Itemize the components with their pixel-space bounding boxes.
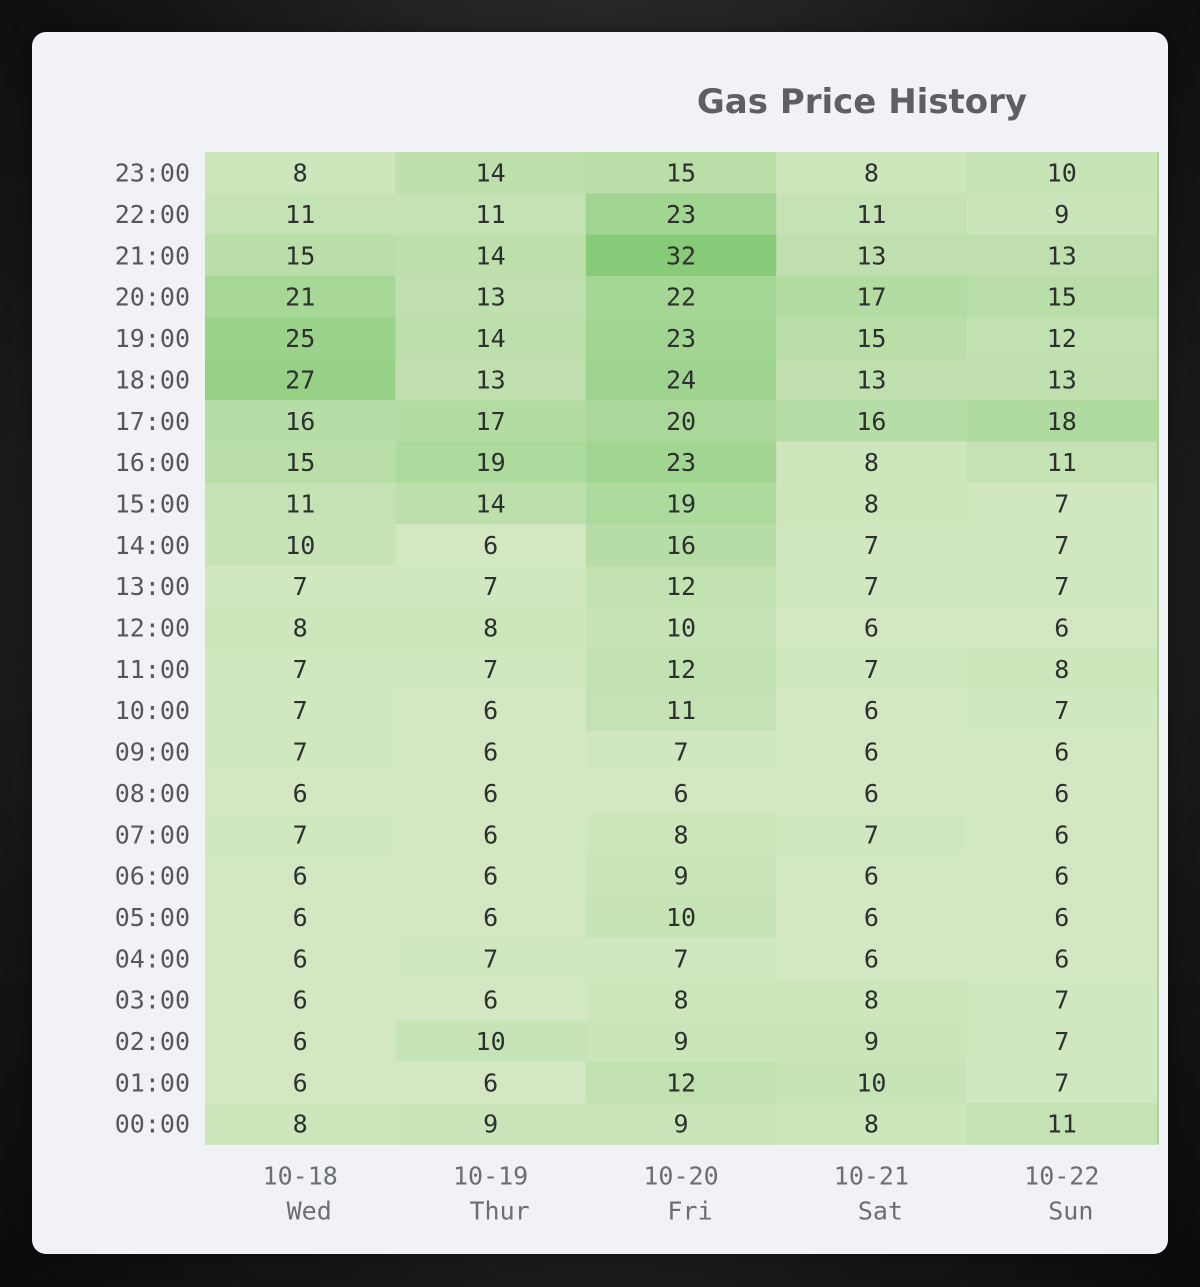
cell-value-label: 9 [483,1109,499,1139]
y-axis-tick-label: 16:00 [114,448,190,478]
x-axis-date-label: 10-20 [643,1161,719,1191]
cell-value-label: 11 [475,200,506,230]
y-axis-tick-label: 23:00 [114,158,190,188]
cell-value-label: 6 [863,902,879,932]
y-axis-tick-label: 21:00 [114,241,190,271]
cell-value-label: 6 [483,778,499,808]
cell-value-label: 25 [285,324,316,354]
cell-value-label: 9 [673,1109,689,1139]
cell-value-label: 6 [483,902,499,932]
cell-value-label: 8 [863,158,879,188]
cell-value-label: 15 [285,448,316,478]
cell-value-label: 7 [863,572,879,602]
cell-value-label: 10 [665,902,697,932]
cell-value-label: 14 [475,241,506,271]
x-axis-weekday-label: Sun [1048,1196,1094,1226]
cell-value-label: 10 [1046,158,1077,188]
y-axis-tick-label: 02:00 [114,1027,190,1057]
cell-value-label: 8 [292,613,308,643]
x-axis-weekday-label: Wed [286,1196,332,1226]
cell-value-label: 32 [665,241,697,271]
cell-value-label: 21 [285,282,316,312]
cell-value-label: 7 [1054,572,1070,602]
y-axis-tick-label: 08:00 [114,778,190,808]
cell-value-label: 8 [863,489,879,519]
cell-value-label: 13 [856,241,887,271]
cell-value-label: 23 [665,200,697,230]
cell-value-label: 8 [863,448,879,478]
cell-value-label: 22 [665,282,697,312]
cell-value-label: 6 [1054,902,1070,932]
y-axis-tick-label: 12:00 [114,613,190,643]
cell-value-label: 17 [475,406,506,436]
cell-value-label: 7 [1054,985,1070,1015]
cell-value-label: 14 [475,324,506,354]
x-axis-date-label: 10-19 [452,1161,529,1191]
cell-value-label: 7 [292,654,308,684]
cell-value-label: 7 [1054,696,1070,726]
cell-value-label: 6 [483,530,499,560]
cell-value-label: 10 [856,1068,887,1098]
cell-value-label: 7 [673,737,689,767]
cell-value-label: 20 [665,406,697,436]
cell-value-label: 7 [292,820,308,850]
cell-value-label: 9 [863,1027,879,1057]
cell-value-label: 17 [856,282,887,312]
y-axis-tick-label: 04:00 [114,944,190,974]
cell-value-label: 6 [292,1068,308,1098]
cell-value-label: 8 [483,613,499,643]
y-axis-tick-label: 01:00 [114,1068,190,1098]
cell-value-label: 11 [285,200,316,230]
y-axis-tick-label: 15:00 [114,489,190,519]
cell-value-label: 9 [673,1027,689,1057]
cell-value-label: 6 [483,696,499,726]
cell-value-label: 6 [483,985,499,1015]
cell-value-label: 6 [292,985,308,1015]
cell-value-label: 6 [863,696,879,726]
cell-value-label: 6 [863,778,879,808]
cell-value-label: 8 [292,158,308,188]
cell-value-label: 8 [1054,654,1070,684]
cell-value-label: 6 [1054,944,1070,974]
cell-value-label: 14 [475,489,506,519]
cell-value-label: 24 [665,365,697,395]
cell-value-label: 23 [665,448,697,478]
cell-value-label: 6 [863,944,879,974]
cell-value-label: 6 [1054,820,1070,850]
cell-value-label: 7 [483,654,499,684]
cell-value-label: 15 [285,241,316,271]
cell-value-label: 23 [665,324,697,354]
x-axis-weekday-label: Thur [469,1196,530,1226]
cell-value-label: 13 [475,365,506,395]
cell-value-label: 10 [475,1027,506,1057]
cell-value-label: 6 [1054,861,1070,891]
y-axis-tick-label: 10:00 [114,696,190,726]
x-axis-weekday-label: Fri [667,1196,713,1226]
cell-value-label: 16 [856,406,887,436]
cell-value-label: 6 [292,944,308,974]
cell-value-label: 7 [292,572,308,602]
cell-value-label: 7 [1054,1027,1070,1057]
cell-value-label: 6 [1054,778,1070,808]
cell-value-label: 18 [1046,406,1077,436]
cell-value-label: 6 [292,778,308,808]
cell-value-label: 11 [1046,1109,1077,1139]
y-axis-tick-label: 17:00 [114,406,190,436]
y-axis-tick-label: 03:00 [114,985,190,1015]
cell-value-label: 12 [665,572,697,602]
cell-value-label: 7 [1054,530,1070,560]
y-axis-tick-label: 06:00 [114,861,190,891]
cell-value-label: 19 [665,489,697,519]
cell-value-label: 16 [665,530,697,560]
x-axis-date-label: 10-22 [1024,1161,1100,1191]
cell-value-label: 7 [1054,489,1070,519]
cell-value-label: 7 [863,654,879,684]
cell-value-label: 7 [292,696,308,726]
cell-value-label: 6 [1054,613,1070,643]
cell-value-label: 15 [856,324,887,354]
cell-value-label: 12 [1046,324,1077,354]
cell-value-label: 6 [292,1027,308,1057]
cell-value-label: 11 [856,200,887,230]
cell-value-label: 8 [673,820,689,850]
cell-value-label: 13 [1046,365,1077,395]
cell-value-label: 6 [292,902,308,932]
cell-value-label: 7 [483,944,499,974]
y-axis-tick-label: 11:00 [114,654,190,684]
cell-value-label: 7 [483,572,499,602]
cell-value-label: 10 [665,613,697,643]
cell-value-label: 8 [292,1109,308,1139]
x-axis-date-label: 10-18 [262,1161,338,1191]
chart-card [32,32,1168,1254]
cell-value-label: 7 [863,530,879,560]
cell-value-label: 13 [1046,241,1077,271]
cell-value-label: 11 [665,696,697,726]
cell-value-label: 8 [863,985,879,1015]
y-axis-tick-label: 09:00 [114,737,190,767]
cell-value-label: 8 [863,1109,879,1139]
cell-value-label: 12 [665,1068,697,1098]
cell-value-label: 19 [475,448,506,478]
cell-value-label: 11 [285,489,316,519]
x-axis-weekday-label: Sat [857,1196,903,1226]
cell-value-label: 10 [285,530,316,560]
cell-value-label: 6 [292,861,308,891]
y-axis-tick-label: 05:00 [114,902,190,932]
y-axis-tick-label: 20:00 [114,282,190,312]
chart-title: Gas Price History [696,82,1028,122]
heatmap-chart [32,32,1168,1254]
y-axis-tick-label: 00:00 [114,1109,190,1139]
cell-value-label: 6 [863,613,879,643]
y-axis-tick-label: 07:00 [114,820,190,850]
cell-value-label: 6 [863,861,879,891]
cell-value-label: 9 [1054,200,1070,230]
cell-value-label: 14 [475,158,506,188]
cell-value-label: 15 [1046,282,1077,312]
cell-value-label: 6 [673,778,689,808]
y-axis-tick-label: 13:00 [114,572,190,602]
cell-value-label: 16 [285,406,316,436]
cell-value-label: 6 [483,1068,499,1098]
y-axis-tick-label: 19:00 [114,324,190,354]
cell-value-label: 11 [1046,448,1077,478]
grid-right-edge [1157,152,1159,1144]
cell-value-label: 7 [1054,1068,1070,1098]
cell-value-label: 27 [285,365,316,395]
cell-value-label: 12 [665,654,697,684]
y-axis-tick-label: 14:00 [114,530,190,560]
x-axis-date-label: 10-21 [833,1161,910,1191]
cell-value-label: 13 [475,282,506,312]
cell-value-label: 6 [483,820,499,850]
cell-value-label: 9 [673,861,689,891]
cell-value-label: 7 [292,737,308,767]
cell-value-label: 6 [863,737,879,767]
cell-value-label: 7 [863,820,879,850]
cell-value-label: 15 [665,158,697,188]
cell-value-label: 7 [673,944,689,974]
cell-value-label: 8 [673,985,689,1015]
cell-value-label: 6 [1054,737,1070,767]
cell-value-label: 6 [483,737,499,767]
cell-value-label: 6 [483,861,499,891]
cell-value-label: 13 [856,365,887,395]
y-axis-tick-label: 22:00 [114,200,190,230]
y-axis-tick-label: 18:00 [114,365,190,395]
